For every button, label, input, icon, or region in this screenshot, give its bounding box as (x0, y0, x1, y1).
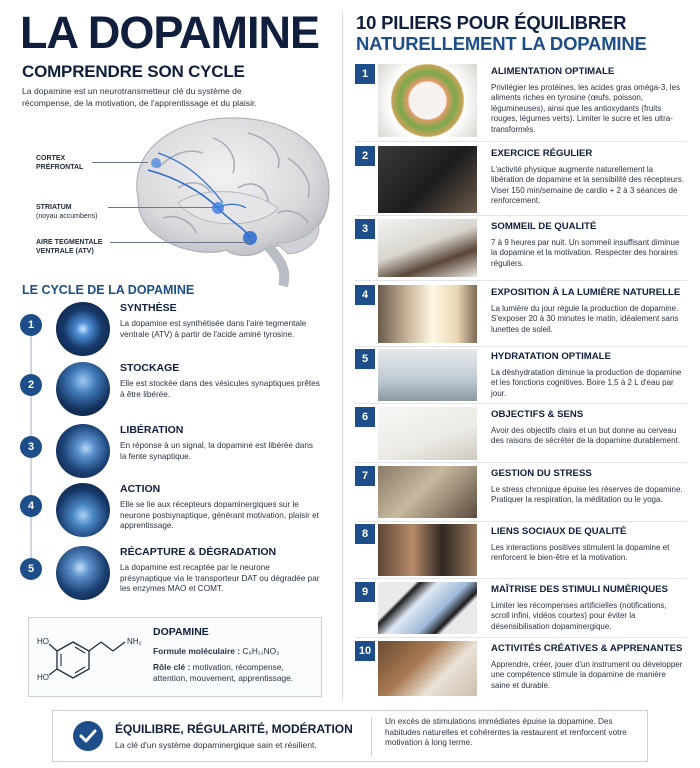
step-text: La dopamine est recaptée par le neurone présynaptique via le transporteur DAT ou dégradée par les enzymes MAO et COMT. (120, 563, 320, 594)
step-title: STOCKAGE (120, 362, 180, 374)
pillar-text: Limiter les récompenses artificielles (notifications, scroll infini, vidéos courtes) pour éviter la désensibilisation dopaminergique. (491, 601, 667, 631)
neuron-glow-image (56, 302, 110, 356)
pillar-number: 1 (355, 64, 375, 84)
step-text: Elle se lie aux récepteurs dopaminergiques sur le neurone postsynaptique, générant motivation, plaisir et apprentissage. (120, 500, 319, 531)
brain-label-striatum: STRIATUM (noyau accumbens) (36, 204, 98, 220)
pillar-title: MAÎTRISE DES STIMULI NUMÉRIQUES (491, 584, 668, 595)
pillar-number: 10 (355, 641, 375, 661)
dopamine-molecule (33, 620, 151, 698)
sleep-image (378, 219, 477, 277)
cycle-step-action (20, 483, 320, 543)
pillar-objectifs (355, 407, 687, 463)
cycle-step-stockage (20, 362, 320, 422)
pillar-text: L'activité physique augmente naturellement la libération de dopamine et la sensibilité des récepteurs. Viser 150 min/semaine de cardio + 2 à 3 séances de renforcement. (491, 165, 685, 206)
pillar-number: 8 (355, 524, 375, 544)
cycle-step-synthese (20, 302, 320, 362)
leader-line (108, 207, 216, 208)
main-title: LA DOPAMINE (20, 7, 319, 58)
subtitle: COMPRENDRE SON CYCLE (22, 62, 245, 81)
footer-banner (52, 710, 648, 762)
pillar-number: 2 (355, 146, 375, 166)
pillar-stimuli-numeriques (355, 582, 687, 638)
pillar-hydratation (355, 349, 687, 404)
pillar-liens-sociaux (355, 524, 687, 579)
svg-text:HO: HO (37, 637, 49, 646)
brain-illustration (118, 108, 343, 288)
step-title: SYNTHÈSE (120, 302, 177, 314)
brain-label-cortex: CORTEX PRÉFRONTAL (36, 155, 84, 171)
smartphone-image (378, 582, 477, 634)
pillar-title: ACTIVITÉS CRÉATIVES & APPRENANTES (491, 643, 683, 654)
check-icon (73, 721, 103, 751)
pillar-text: Les interactions positives stimulent la dopamine et renforcent le bien-être et la motivation. (491, 543, 670, 563)
pillar-title: EXPOSITION À LA LUMIÈRE NATURELLE (491, 287, 681, 298)
reuptake-image (56, 546, 110, 600)
molecule-name: DOPAMINE (153, 626, 209, 638)
pillar-title: GESTION DU STRESS (491, 468, 592, 479)
pillar-title: EXERCICE RÉGULIER (491, 148, 593, 159)
pillar-text: La lumière du jour régule la production de dopamine. S'exposer 20 à 30 minutes le matin, idéalement sans lunettes de soleil. (491, 304, 679, 334)
pillar-number: 7 (355, 466, 375, 486)
pillar-number: 5 (355, 349, 375, 369)
step-title: RÉCAPTURE & DÉGRADATION (120, 546, 277, 558)
pillar-number: 4 (355, 285, 375, 305)
column-divider (342, 12, 343, 700)
pillar-title: ALIMENTATION OPTIMALE (491, 66, 615, 77)
step-text: Elle est stockée dans des vésicules synaptiques prêtes à être libérée. (120, 379, 320, 399)
pillar-exercice (355, 146, 687, 216)
guitar-drawing-image (378, 641, 477, 696)
pillars-title-line2: NATURELLEMENT LA DOPAMINE (356, 33, 647, 54)
pillar-title: OBJECTIFS & SENS (491, 409, 584, 420)
pillar-text: La déshydratation diminue la production de dopamine et les fonctions cognitives. Boire 1,5 à 2 L d'eau par jour. (491, 368, 682, 398)
svg-text:HO: HO (37, 673, 49, 682)
step-number: 5 (20, 558, 42, 580)
pillar-text: Avoir des objectifs clairs et un but donne au cerveau des raisons de sécréter de la dopamine durablement. (491, 426, 680, 446)
pillar-activites-creatives (355, 641, 687, 699)
svg-text:NH₂: NH₂ (127, 637, 142, 646)
molecule-card (28, 617, 322, 697)
pillar-number: 9 (355, 582, 375, 602)
leader-line (110, 242, 250, 243)
pillar-title: LIENS SOCIAUX DE QUALITÉ (491, 526, 627, 537)
food-plate-image (378, 64, 477, 137)
leader-line (92, 162, 148, 163)
sunlight-window-image (378, 285, 477, 343)
footer-note: Un excès de stimulations immédiates épuise la dopamine. Des habitudes naturelles et cohérentes la restaurent et renforcent votre motivation à long terme. (385, 717, 627, 748)
intro-text: La dopamine est un neurotransmetteur clé du système de récompense, de la motivation, de l'apprentissage et du plaisir. (22, 86, 257, 108)
step-text: La dopamine est synthétisée dans l'aire tegmentale ventrale (ATV) à partir de l'acide aminé tyrosine. (120, 319, 307, 339)
pillar-title: HYDRATATION OPTIMALE (491, 351, 611, 362)
water-glass-image (378, 349, 477, 401)
pillar-alimentation (355, 64, 687, 142)
pillar-lumiere (355, 285, 687, 347)
exercise-image (378, 146, 477, 213)
pillar-text: Apprendre, créer, jouer d'un instrument ou développer une compétence stimule la dopamine de manière saine et durable. (491, 660, 683, 690)
friends-image (378, 524, 477, 576)
footer-subtitle: La clé d'un système dopaminergique sain et résilient. (115, 740, 317, 750)
step-number: 2 (20, 374, 42, 396)
pillar-number: 3 (355, 219, 375, 239)
pillar-text: Privilégier les protéines, les acides gras oméga-3, les aliments riches en tyrosine (œufs, poisson, légumineuses), ainsi que les antioxydants (fruits rouges, légumes verts). Limiter le sucre et les ultra-transformés. (491, 83, 680, 134)
synapse-release-image (56, 424, 110, 478)
molecule-role: Rôle clé : motivation, récompense, attention, mouvement, apprentissage. (153, 662, 294, 683)
molecule-formula: Formule moléculaire : C₈H₁₁NO₂ (153, 646, 280, 656)
cycle-step-liberation (20, 424, 320, 484)
receptor-image (56, 483, 110, 537)
step-title: ACTION (120, 483, 161, 495)
footer-title: ÉQUILIBRE, RÉGULARITÉ, MODÉRATION (115, 722, 353, 736)
pillar-text: Le stress chronique épuise les réserves de dopamine. Pratiquer la respiration, la méditation ou le yoga. (491, 485, 683, 505)
vesicle-image (56, 362, 110, 416)
step-number: 4 (20, 495, 42, 517)
footer-divider (371, 717, 372, 757)
cycle-step-recapture (20, 546, 320, 606)
step-text: En réponse à un signal, la dopamine est libérée dans la fente synaptique. (120, 441, 313, 461)
pillar-number: 6 (355, 407, 375, 427)
cycle-section-title: LE CYCLE DE LA DOPAMINE (22, 283, 195, 297)
step-number: 1 (20, 314, 42, 336)
step-title: LIBÉRATION (120, 424, 184, 436)
meditation-image (378, 466, 477, 518)
step-number: 3 (20, 436, 42, 458)
pillar-stress (355, 466, 687, 522)
pillar-sommeil (355, 219, 687, 281)
pillar-title: SOMMEIL DE QUALITÉ (491, 221, 597, 232)
brain-label-atv: AIRE TEGMENTALE VENTRALE (ATV) (36, 239, 103, 255)
pillars-title-line1: 10 PILIERS POUR ÉQUILIBRER (356, 12, 627, 33)
pillar-text: 7 à 9 heures par nuit. Un sommeil insuffisant diminue la dopamine et la motivation. Respecter des horaires réguliers. (491, 238, 680, 268)
notebook-pen-image (378, 407, 477, 460)
